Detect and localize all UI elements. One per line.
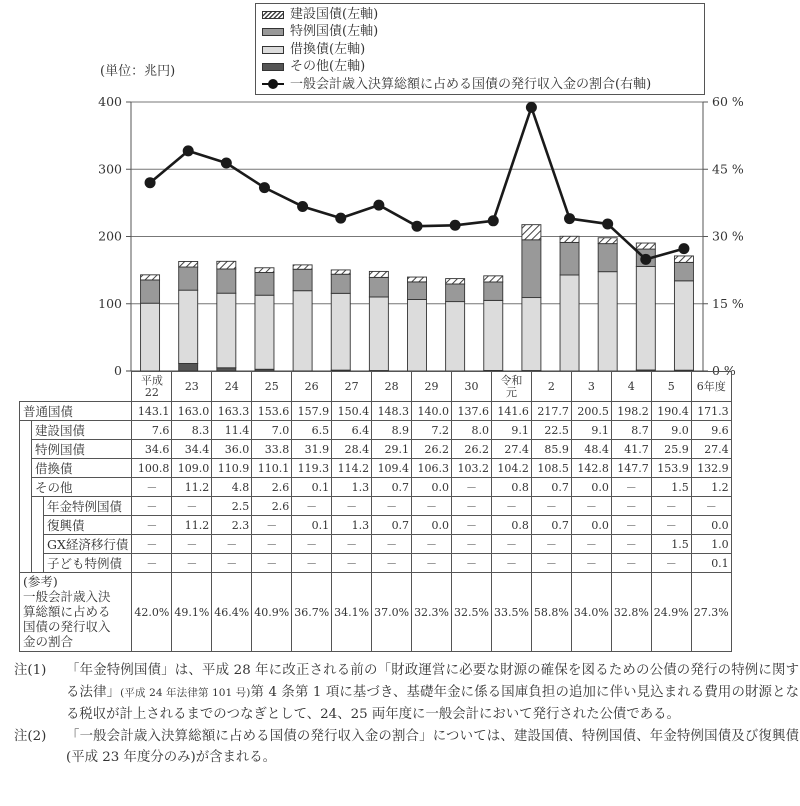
line-marker	[526, 102, 537, 113]
cell-value: 1.3	[332, 516, 372, 535]
cell-value: －	[491, 497, 531, 516]
cell-value: －	[132, 535, 172, 554]
cell-value: －	[491, 535, 531, 554]
bar-segment	[331, 274, 350, 293]
bar-segment	[179, 267, 198, 290]
column-header: 5	[651, 372, 691, 402]
cell-value: －	[611, 516, 651, 535]
cell-value: 34.0%	[571, 573, 611, 652]
cell-value: －	[412, 554, 452, 573]
cell-value: －	[611, 554, 651, 573]
cell-value: 7.6	[132, 421, 172, 440]
bar-segment	[179, 290, 198, 363]
cell-value: －	[212, 554, 252, 573]
table-row	[20, 459, 732, 478]
cell-value: －	[611, 497, 651, 516]
note	[14, 660, 799, 726]
cell-value: 137.6	[452, 402, 492, 421]
cell-value: －	[332, 535, 372, 554]
column-header: 24	[212, 372, 252, 402]
cell-value: 1.0	[691, 535, 731, 554]
bar-segment	[408, 300, 427, 371]
cell-value: 9.6	[691, 421, 731, 440]
cell-value: 109.4	[372, 459, 412, 478]
bar-segment	[255, 268, 274, 273]
column-header: 27	[332, 372, 372, 402]
bar-segment	[560, 236, 579, 242]
bar-segment	[179, 261, 198, 267]
cell-value: 32.5%	[452, 573, 492, 652]
cell-value: －	[531, 535, 571, 554]
cell-value: 8.7	[611, 421, 651, 440]
bar-segment	[217, 293, 236, 368]
cell-value: 40.9%	[252, 573, 292, 652]
cell-value: －	[452, 478, 492, 497]
legend-label: 一般会計歳入決算総額に占める国債の発行収入金の割合(右軸)	[290, 76, 652, 92]
cell-value: 106.3	[412, 459, 452, 478]
cell-value: 31.9	[292, 440, 332, 459]
notes	[14, 660, 799, 769]
bar-segment	[141, 280, 160, 303]
cell-value: －	[252, 554, 292, 573]
y-tick-label: 400	[98, 94, 122, 109]
cell-value: －	[452, 497, 492, 516]
cell-value: 0.0	[412, 516, 452, 535]
bar-segment	[446, 279, 465, 284]
cell-value: 109.0	[172, 459, 212, 478]
bar-segment	[674, 256, 693, 262]
column-header: 28	[372, 372, 412, 402]
table-row	[20, 516, 732, 535]
y-tick-label: 0	[114, 363, 122, 378]
cell-value: －	[412, 535, 452, 554]
legend	[255, 3, 705, 95]
line-marker	[564, 213, 575, 224]
bar-segment	[598, 244, 617, 272]
bar-segment	[484, 300, 503, 370]
light-gray-swatch-icon	[262, 46, 284, 54]
cell-value: 7.2	[412, 421, 452, 440]
cell-value: －	[372, 497, 412, 516]
column-header: 6年度	[691, 372, 731, 402]
cell-value: 153.9	[651, 459, 691, 478]
cell-value: 198.2	[611, 402, 651, 421]
cell-value: 0.8	[491, 516, 531, 535]
cell-value: 0.7	[531, 478, 571, 497]
cell-value: 11.2	[172, 516, 212, 535]
cell-value: 42.0%	[132, 573, 172, 652]
legend-label: 借換債(左軸)	[290, 41, 366, 57]
cell-value: 32.3%	[412, 573, 452, 652]
table-row	[20, 402, 732, 421]
cell-value: 0.0	[691, 516, 731, 535]
cell-value: 85.9	[531, 440, 571, 459]
column-header: 25	[252, 372, 292, 402]
row-label: 建設国債	[32, 421, 132, 440]
bar-segment	[293, 291, 312, 371]
line-marker	[412, 221, 423, 232]
cell-value: －	[252, 516, 292, 535]
table-row	[20, 478, 732, 497]
cell-value: 8.0	[452, 421, 492, 440]
bar-segment	[484, 282, 503, 300]
line-marker	[145, 177, 156, 188]
bar-segment	[560, 275, 579, 371]
row-label: 特例国債	[32, 440, 132, 459]
cell-value: 11.2	[172, 478, 212, 497]
bar-segment	[217, 261, 236, 269]
cell-value: －	[452, 554, 492, 573]
note-body: 「年金特例国債」は、平成 28 年に改正される前の「財政運営に必要な財源の確保を図るための公債の発行の特例に関する法律」(平成 24 年法律第 101 号)第 4 条第 1 項に基づき、基礎年金に係る国庫負担の追加に伴い見込まれる費用の財源となる税収が計上されるまでのつなぎとして、24、25 両年度に一般会計において発行された公債である。	[66, 663, 799, 722]
cell-value: 36.7%	[292, 573, 332, 652]
cell-value: 143.1	[132, 402, 172, 421]
cell-value: 119.3	[292, 459, 332, 478]
cell-value: －	[452, 535, 492, 554]
column-header: 2	[531, 372, 571, 402]
bar-segment	[522, 225, 541, 240]
y-tick-label: 300	[98, 161, 122, 177]
cell-value: －	[292, 535, 332, 554]
bar-segment	[369, 277, 388, 297]
cell-value: 157.9	[292, 402, 332, 421]
bar-segment	[141, 275, 160, 280]
cell-value: 114.2	[332, 459, 372, 478]
cell-value: 36.0	[212, 440, 252, 459]
bar-segment	[369, 297, 388, 371]
y2-tick-label: 60 %	[712, 94, 744, 109]
cell-value: －	[172, 535, 212, 554]
cell-value: －	[172, 497, 212, 516]
line-marker	[640, 254, 651, 265]
cell-value: －	[132, 554, 172, 573]
cell-value: 0.7	[531, 516, 571, 535]
line-marker	[183, 145, 194, 156]
bar-segment	[522, 240, 541, 298]
cell-value: －	[132, 478, 172, 497]
cell-value: 2.6	[252, 478, 292, 497]
cell-value: －	[252, 535, 292, 554]
cell-value: 171.3	[691, 402, 731, 421]
bar-segment	[141, 303, 160, 371]
cell-value: 34.6	[132, 440, 172, 459]
cell-value: 142.8	[571, 459, 611, 478]
cell-value: 2.6	[252, 497, 292, 516]
cell-value: 153.6	[252, 402, 292, 421]
bar-segment	[598, 238, 617, 244]
cell-value: 32.8%	[611, 573, 651, 652]
cell-value: 0.1	[691, 554, 731, 573]
cell-value: 141.6	[491, 402, 531, 421]
column-header: 3	[571, 372, 611, 402]
table-row	[20, 497, 732, 516]
cell-value: 37.0%	[372, 573, 412, 652]
cell-value: 25.9	[651, 440, 691, 459]
line-marker	[488, 215, 499, 226]
column-header: 29	[412, 372, 452, 402]
cell-value: －	[651, 516, 691, 535]
cell-value: 150.4	[332, 402, 372, 421]
cell-value: 27.4	[491, 440, 531, 459]
legend-item-tokurei	[262, 23, 698, 40]
bar-segment	[446, 284, 465, 302]
cell-value: 49.1%	[172, 573, 212, 652]
cell-value: －	[491, 554, 531, 573]
cell-value: －	[212, 535, 252, 554]
cell-value: 26.2	[452, 440, 492, 459]
cell-value: 27.4	[691, 440, 731, 459]
cell-value: 0.8	[491, 478, 531, 497]
unit-label: (単位：兆円)	[100, 64, 176, 79]
cell-value: 110.1	[252, 459, 292, 478]
row-label: 普通国債	[20, 402, 132, 421]
bar-segment	[255, 272, 274, 295]
indent	[20, 421, 32, 573]
bar-segment	[408, 277, 427, 282]
y2-tick-label: 15 %	[712, 295, 744, 311]
cell-value: 103.2	[452, 459, 492, 478]
bar-segment	[598, 272, 617, 371]
cell-value: 48.4	[571, 440, 611, 459]
line-marker	[221, 157, 232, 168]
cell-value: 27.3%	[691, 573, 731, 652]
bar-segment	[293, 265, 312, 269]
reference-row	[20, 573, 732, 652]
cell-value: －	[172, 554, 212, 573]
cell-value: 46.4%	[212, 573, 252, 652]
cell-value: 2.5	[212, 497, 252, 516]
cell-value: 217.7	[531, 402, 571, 421]
y-tick-label: 100	[98, 295, 122, 311]
cell-value: 0.0	[412, 478, 452, 497]
cell-value: 24.9%	[651, 573, 691, 652]
note-mark: 注(1)	[14, 663, 47, 678]
row-label: 復興債	[44, 516, 132, 535]
cell-value: 1.5	[651, 535, 691, 554]
legend-item-ratio	[262, 76, 698, 93]
cell-value: －	[292, 554, 332, 573]
bar-segment	[484, 276, 503, 282]
row-label: 年金特例国債	[44, 497, 132, 516]
gray-swatch-icon	[262, 28, 284, 36]
cell-value: 33.8	[252, 440, 292, 459]
cell-value: 58.8%	[531, 573, 571, 652]
cell-value: 28.4	[332, 440, 372, 459]
cell-value: 100.8	[132, 459, 172, 478]
cell-value: －	[452, 516, 492, 535]
cell-value: －	[412, 497, 452, 516]
column-header: 26	[292, 372, 332, 402]
cell-value: 0.7	[372, 516, 412, 535]
cell-value: 1.2	[691, 478, 731, 497]
cell-value: 163.0	[172, 402, 212, 421]
stacked-bars	[141, 225, 694, 372]
cell-value: 148.3	[372, 402, 412, 421]
cell-value: 33.5%	[491, 573, 531, 652]
row-label: (参考) 一般会計歳入決 算総額に占める 国債の発行収入 金の割合	[20, 573, 132, 652]
cell-value: 9.0	[651, 421, 691, 440]
legend-label: 建設国債(左軸)	[290, 7, 379, 22]
note-mark: 注(2)	[14, 728, 47, 744]
table-row	[20, 421, 732, 440]
bar-segment	[369, 271, 388, 277]
cell-value: 0.7	[372, 478, 412, 497]
cell-value: 1.5	[651, 478, 691, 497]
row-label: その他	[32, 478, 132, 497]
bar-segment	[331, 293, 350, 370]
table-row	[20, 554, 732, 573]
cell-value: －	[691, 497, 731, 516]
table-row	[20, 535, 732, 554]
y2-tick-label: 0 %	[712, 363, 736, 378]
cell-value: －	[571, 497, 611, 516]
line-marker	[373, 200, 384, 211]
cell-value: 110.9	[212, 459, 252, 478]
cell-value: 0.1	[292, 516, 332, 535]
cell-value: 41.7	[611, 440, 651, 459]
data-table	[19, 371, 732, 652]
legend-item-karikae	[262, 41, 698, 58]
line-marker-icon	[262, 79, 284, 89]
cell-value: 8.9	[372, 421, 412, 440]
cell-value: 104.2	[491, 459, 531, 478]
cell-value: －	[611, 478, 651, 497]
cell-value: 4.8	[212, 478, 252, 497]
table-header-row	[20, 372, 732, 402]
cell-value: －	[651, 497, 691, 516]
cell-value: 1.3	[332, 478, 372, 497]
cell-value: 132.9	[691, 459, 731, 478]
cell-value: －	[531, 554, 571, 573]
bar-segment	[255, 295, 274, 369]
cell-value: －	[292, 497, 332, 516]
line-marker	[259, 182, 270, 193]
row-label: 借換債	[32, 459, 132, 478]
column-header: 23	[172, 372, 212, 402]
cell-value: －	[332, 554, 372, 573]
line-marker	[450, 220, 461, 231]
cell-value: 108.5	[531, 459, 571, 478]
y2-tick-label: 45 %	[712, 161, 744, 177]
bar-segment	[674, 281, 693, 370]
cell-value: 200.5	[571, 402, 611, 421]
cell-value: 190.4	[651, 402, 691, 421]
bar-segment	[636, 243, 655, 249]
dark-gray-swatch-icon	[262, 63, 284, 71]
cell-value: 34.1%	[332, 573, 372, 652]
cell-value: －	[132, 516, 172, 535]
cell-value: 0.1	[292, 478, 332, 497]
cell-value: 26.2	[412, 440, 452, 459]
cell-value: 6.4	[332, 421, 372, 440]
cell-value: 8.3	[172, 421, 212, 440]
table-row	[20, 440, 732, 459]
cell-value: 34.4	[172, 440, 212, 459]
bar-segment	[408, 282, 427, 300]
column-header: 令和 元	[491, 372, 531, 402]
bar-segment	[331, 270, 350, 274]
cell-value: 7.0	[252, 421, 292, 440]
cell-value: 29.1	[372, 440, 412, 459]
cell-value: －	[651, 554, 691, 573]
legend-item-kensetsu	[262, 6, 698, 23]
cell-value: 9.1	[571, 421, 611, 440]
header-blank	[20, 372, 132, 402]
cell-value: －	[332, 497, 372, 516]
bar-segment	[179, 363, 198, 371]
y-tick-label: 200	[98, 228, 122, 244]
bar-segment	[446, 302, 465, 371]
cell-value: －	[611, 535, 651, 554]
column-header: 30	[452, 372, 492, 402]
indent	[32, 497, 44, 573]
row-label: 子ども特例債	[44, 554, 132, 573]
cell-value: 0.0	[571, 516, 611, 535]
cell-value: 140.0	[412, 402, 452, 421]
cell-value: 9.1	[491, 421, 531, 440]
column-header: 平成 22	[132, 372, 172, 402]
bar-segment	[560, 242, 579, 275]
cell-value: 6.5	[292, 421, 332, 440]
column-header: 4	[611, 372, 651, 402]
legend-item-other	[262, 58, 698, 75]
hatched-swatch-icon	[262, 11, 284, 19]
bar-segment	[674, 262, 693, 280]
bar-segment	[522, 298, 541, 371]
cell-value: －	[531, 497, 571, 516]
cell-value: 147.7	[611, 459, 651, 478]
note-body: 「一般会計歳入決算総額に占める国債の発行収入金の割合」については、建設国債、特例国債、年金特例国債及び復興債(平成 23 年度分のみ)が含まれる。	[66, 728, 799, 765]
cell-value: 163.3	[212, 402, 252, 421]
cell-value: －	[372, 554, 412, 573]
legend-label: 特例国債(左軸)	[290, 24, 379, 40]
bar-segment	[217, 269, 236, 293]
cell-value: 0.0	[571, 478, 611, 497]
line-marker	[602, 218, 613, 229]
cell-value: 2.3	[212, 516, 252, 535]
note	[14, 726, 799, 769]
bar-segment	[293, 269, 312, 290]
cell-value: －	[132, 497, 172, 516]
cell-value: 11.4	[212, 421, 252, 440]
cell-value: －	[571, 535, 611, 554]
cell-value: －	[372, 535, 412, 554]
cell-value: －	[571, 554, 611, 573]
legend-label: その他(左軸)	[290, 59, 366, 75]
y2-tick-label: 30 %	[712, 228, 744, 244]
line-marker	[678, 243, 689, 254]
cell-value: 22.5	[531, 421, 571, 440]
line-marker	[297, 201, 308, 212]
bar-segment	[636, 266, 655, 369]
line-marker	[335, 213, 346, 224]
row-label: GX経済移行債	[44, 535, 132, 554]
